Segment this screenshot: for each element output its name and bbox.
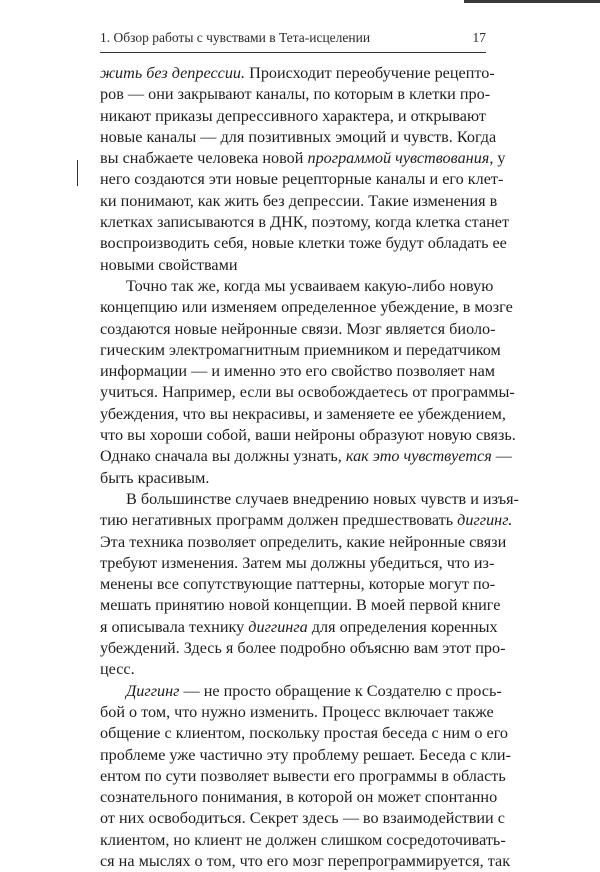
italic-text: как это чувствуется	[345, 447, 492, 466]
text-run: клетках записываются в ДНК, поэтому, когда клетка станет	[100, 213, 510, 232]
text-run: Эта техника позволяет определить, какие нейронные связи	[100, 532, 507, 551]
text-run: сознательного понимания, в которой он может спонтанно	[100, 788, 498, 807]
text-run: общение с клиентом, поскольку простая беседа с ним о его	[100, 724, 509, 743]
text-run: убеждения, что вы некрасивы, и заменяете ее убеждением,	[100, 404, 506, 423]
text-run: проблеме уже частично эту проблему решает. Беседа с кли-	[100, 745, 511, 764]
text-run: информации — и именно это его свойство позволяет нам	[100, 362, 496, 381]
text-line	[100, 510, 513, 531]
text-run: Происходит переобучение рецепто-	[245, 64, 495, 82]
page-number: 17	[472, 30, 486, 45]
text-line	[100, 638, 506, 659]
text-line	[100, 404, 506, 425]
text-line	[100, 681, 502, 702]
text-line	[100, 340, 501, 361]
text-run: быть красивым.	[100, 468, 210, 487]
text-line	[100, 595, 501, 616]
top-edge-rule	[464, 0, 600, 3]
text-line	[100, 787, 498, 808]
text-line	[100, 574, 496, 595]
text-line	[100, 319, 496, 340]
text-line	[100, 255, 490, 276]
text-run: убеждений. Здесь я более подробно объясню вам этот про-	[100, 639, 506, 658]
text-run: него создаются эти новые рецепторные каналы и его клет-	[100, 170, 504, 189]
italic-text: диггинг.	[457, 511, 513, 530]
text-run: Однако сначала вы должны узнать,	[100, 447, 346, 466]
text-run: Точно так же, когда мы усваиваем какую-либо новую	[126, 276, 494, 295]
text-run: новыми свойствами	[100, 255, 238, 274]
text-line	[100, 84, 490, 105]
text-line	[100, 745, 511, 766]
text-line	[100, 851, 511, 872]
italic-text: жить без депрессии.	[100, 64, 246, 82]
text-run: требуют изменения. Затем мы должны убедиться, что из-	[100, 553, 495, 572]
header-divider	[100, 52, 486, 53]
text-run: клиентом, но клиент не должен слишком сосредоточивать-	[100, 830, 506, 849]
text-line	[100, 233, 507, 254]
text-line	[100, 659, 490, 680]
margin-mark	[77, 160, 78, 186]
text-run: бой о том, что нужно изменить. Процесс включает также	[100, 702, 494, 721]
text-line	[100, 553, 495, 574]
text-line	[100, 127, 497, 148]
text-line	[100, 212, 510, 233]
text-line	[100, 276, 494, 297]
text-run: новые каналы — для позитивных эмоций и чувств. Когда	[100, 127, 497, 146]
text-line	[100, 446, 512, 467]
text-line	[100, 425, 516, 446]
text-run: , у	[489, 149, 506, 168]
text-line	[100, 489, 519, 510]
page-body	[100, 63, 519, 872]
text-line	[100, 106, 490, 127]
text-run: тию негативных программ должен предшествовать	[100, 511, 458, 530]
text-line	[100, 617, 498, 638]
text-run: —	[491, 447, 512, 466]
text-line	[100, 148, 506, 169]
text-line	[100, 169, 504, 190]
text-line	[100, 382, 515, 403]
text-line	[100, 468, 490, 489]
text-line	[100, 702, 494, 723]
text-run: гическим электромагнитным приемником и передатчиком	[100, 340, 501, 359]
text-run: ентом по сути позволяет вывести его программы в область	[100, 766, 506, 785]
text-line	[100, 830, 506, 851]
text-line	[100, 808, 505, 829]
text-run: вы снабжаете человека новой	[100, 149, 308, 168]
text-run: создаются новые нейронные связи. Мозг является биоло-	[100, 319, 496, 338]
text-run: никают приказы депрессивного характера, и открывают	[100, 106, 486, 125]
running-header	[100, 30, 486, 48]
text-line	[100, 361, 496, 382]
text-run: концепцию или изменяем определенное убеждение, в мозге	[100, 298, 513, 317]
text-line	[100, 297, 513, 318]
text-run: В большинстве случаев внедрению новых чувств и изъя-	[126, 489, 519, 508]
text-run: ров — они закрывают каналы, по которым в клетки про-	[100, 85, 491, 104]
text-run: менены все сопутствующие паттерны, которые могут по-	[100, 575, 496, 594]
text-run: для определения коренных	[307, 617, 498, 636]
text-line	[100, 191, 498, 212]
text-run: ся на мыслях о том, что его мозг перепрограммируется, так	[100, 851, 511, 870]
italic-text: программой чувствования	[307, 149, 490, 168]
text-run: цесс.	[100, 660, 135, 679]
italic-text: диггинга	[248, 617, 308, 636]
text-run: ки понимают, как жить без депрессии. Такие изменения в	[100, 191, 498, 210]
text-run: от них освободиться. Секрет здесь — во взаимодействии с	[100, 809, 505, 828]
text-line	[100, 63, 495, 84]
text-run: учиться. Например, если вы освобождаетесь от программы-	[100, 383, 515, 402]
text-run: я описывала технику	[100, 617, 249, 636]
text-run: воспроизводить себя, новые клетки тоже будут обладать ее	[100, 234, 507, 253]
text-run: что вы хороши собой, ваши нейроны образуют новую связь.	[100, 426, 516, 445]
text-line	[100, 766, 506, 787]
italic-text: Диггинг	[126, 681, 180, 700]
chapter-title: 1. Обзор работы с чувствами в Тета-исцелении	[100, 30, 371, 45]
text-run: — не просто обращение к Создателю с прось-	[179, 681, 502, 700]
text-line	[100, 723, 509, 744]
text-line	[100, 532, 507, 553]
text-run: мешать принятию новой концепции. В моей первой книге	[100, 596, 501, 615]
